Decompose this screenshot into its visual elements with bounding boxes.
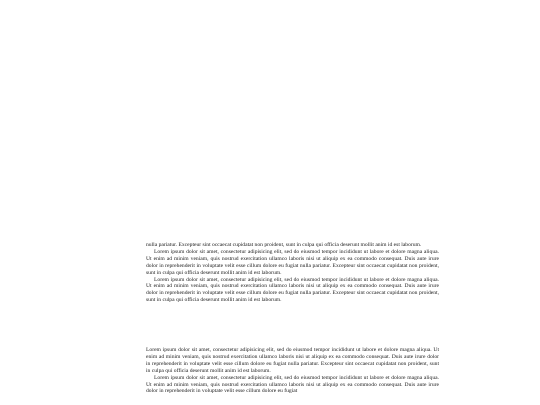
paragraph-continuation: nulla pariatur. Excepteur sint occaecat cupidatat non proident, sunt in culpa qui officia deserunt mollit anim id est laborum. [146, 242, 422, 248]
text-section-a [146, 242, 439, 304]
paragraph: Lorem ipsum dolor sit amet, consectetur adipisicing elit, sed do eiusmod tempor incididunt ut labore et dolore magna aliqua. Ut enim ad minim veniam, quis nostrud exercitation ullamco laboris nisi ut aliquip ex ea commodo consequat. Duis aute irure dolor in reprehenderit in voluptate velit esse cillum dolore eu fugiat nulla pariatur. Excepteur sint occaecat cupidatat non proident, sunt in culpa qui officia deserunt mollit anim id est laborum. [146, 248, 439, 276]
text-section-b [146, 347, 439, 395]
paragraph: Lorem ipsum dolor sit amet, consectetur adipisicing elit, sed do eiusmod tempor incididunt ut labore et dolore magna aliqua. Ut enim ad minim veniam, quis nostrud exercitation ullamco laboris nisi ut aliquip ex ea commodo consequat. Duis aute irure dolor in reprehenderit in voluptate velit esse cillum dolore eu fugiat nulla pariatur. Excepteur sint occaecat cupidatat non proident, sunt in culpa qui officia deserunt mollit anim id est laborum. [146, 276, 439, 304]
paragraph: Lorem ipsum dolor sit amet, consectetur adipisicing elit, sed do eiusmod tempor incididunt ut labore et dolore magna aliqua. Ut enim ad minim veniam, quis nostrud exercitation ullamco laboris nisi ut aliquip ex ea commodo consequat. Duis aute irure dolor in reprehenderit in voluptate velit esse cillum dolore eu fugiat [146, 374, 439, 395]
paragraph: Lorem ipsum dolor sit amet, consectetur adipisicing elit, sed do eiusmod tempor incididunt ut labore et dolore magna aliqua. Ut enim ad minim veniam, quis nostrud exercitation ullamco laboris nisi ut aliquip ex ea commodo consequat. Duis aute irure dolor in reprehenderit in voluptate velit esse cillum dolore eu fugiat nulla pariatur. Excepteur sint occaecat cupidatat non proident, sunt in culpa qui officia deserunt mollit anim id est laborum. [146, 347, 439, 374]
